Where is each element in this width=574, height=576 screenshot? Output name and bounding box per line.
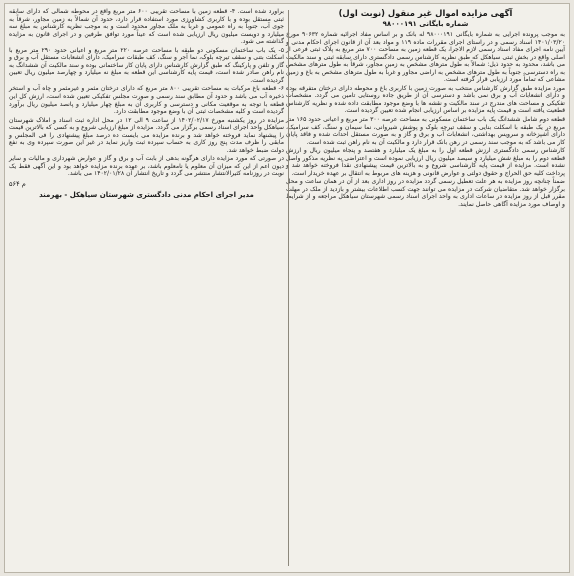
right-paragraph: ضمناً چنانچه روز مزایده به هر علت تعطیل رسمی گردد مزایده در روز اداری بعد از آن در همان ساعت و محل برگزار خواهد شد. متقاضیان شرکت در مزایده می توانند جهت کسب اطلاعات بیشتر و بازدید از ملک در مهلت مقرر قبل از روز مزایده در ساعات اداری به واحد اجرای اسناد رسمی شهرستان سیاهکل مراجعه و از شرایط و اوصاف مورد مزایده آگاهی حاصل نمایند.	[286, 178, 565, 209]
left-column	[7, 8, 286, 568]
notice-subtitle: شماره بایگانی ۹۸۰۰۰۱۹۱	[382, 20, 469, 28]
right-column	[284, 8, 567, 568]
notice-title: آگهی مزایده اموال غیر منقول (نوبت اول)	[338, 8, 513, 18]
left-paragraph: برآورد شده است. ۴- قطعه زمین با مساحت تقریبی ۶۰۰ متر مربع واقع در محوطه شمالی که دارای سابقه ثبتی مستقل بوده و با کاربری کشاورزی مورد استفاده قرار دارد، حدود آن شمالاً به زمین مجاور، شرقاً به جوی آب، جنوباً به راه عمومی و غرباً به ملک مجاور محدود است و به موجب نظریه کارشناس به مبلغ سه میلیارد و دویست میلیون ریال ارزیابی شده است که عیناً مورد توافق طرفین و در اجرای قانون به مزایده گذاشته می شود.	[9, 8, 284, 46]
left-paragraph: ۵- یک باب ساختمان مسکونی دو طبقه با مساحت عرصه ۲۲۰ متر مربع و اعیانی حدود ۲۹۰ متر مربع با اسکلت بتنی و سقف تیرچه بلوک، نما آجر و سنگ، کف طبقات سرامیک، دارای انشعابات مستقل آب و برق و گاز و تلفن و پارکینگ که طبق گزارش کارشناس دارای پایان کار ساختمانی بوده و سند مالکیت آن ششدانگ به نام راهن صادر شده است، قیمت پایه کارشناسی این قطعه به مبلغ نه میلیارد و چهارصد میلیون ریال تعیین گردیده است.	[9, 46, 284, 84]
signature-line: مدیر اجرای احکام مدنی دادگستری شهرستان سیاهکل - بهرمند	[39, 191, 254, 200]
left-paragraph: در صورتی که مورد مزایده دارای هرگونه بدهی از بابت آب و برق و گاز و عوارض شهرداری و مالیات و سایر دیون اعم از این که میزان آن معلوم یا نامعلوم باشد، بر عهده برنده مزایده خواهد بود و این آگهی فقط یک نوبت در روزنامه کثیرالانتشار منتشر می گردد و تاریخ انتشار آن ۱۴۰۲/۰۱/۲۸ می باشد.	[9, 155, 284, 178]
column-divider	[288, 10, 289, 566]
right-paragraph: قطعه دوم شامل ششدانگ یک باب ساختمان مسکونی به مساحت عرصه ۳۰۰ متر مربع و اعیانی حدود ۱۶۵ متر مربع در یک طبقه با اسکلت بنایی و سقف تیرچه بلوک و پوشش شیروانی، نما سیمان و سنگ، کف سرامیک، دارای آشپزخانه و سرویس بهداشتی، انشعابات آب و برق و گاز و به صورت مستقل احداث شده و فاقد پایان کار می باشد که به موجب سند رسمی در رهن بانک قرار دارد و مالکیت آن به نام راهن ثبت شده است.	[286, 116, 566, 146]
right-paragraph: کارشناس رسمی دادگستری ارزش قطعه اول را به مبلغ یک میلیارد و هفتصد و پنجاه میلیون ریال و ارزش قطعه دوم را به مبلغ شش میلیارد و سیصد میلیون ریال ارزیابی نموده است و اعتراضی به نظریه مذکور واصل نشده است. مزایده از قیمت پایه کارشناسی شروع و به بالاترین قیمت پیشنهادی نقداً فروخته خواهد شد و پرداخت کلیه حق الحراج و حقوق دولتی و عوارض قانونی و هزینه های مربوط به انتقال بر عهده خریدار است.	[286, 147, 565, 177]
right-paragraph: به موجب پرونده اجرایی به شماره بایگانی ۹۸۰۰۰۱۹۱ له بانک و بر اساس مفاد اجرائیه شماره ۹۰۶۳۲ مورخ ۱۴۰۱/۰۳/۲۰ اسناد رسمی و در راستای اجرای مقررات ماده ۱۱۹ و مواد بعد آن از قانون اجرای احکام مدنی و آیین نامه اجرای مفاد اسناد رسمی لازم الاجرا، یک قطعه زمین به مساحت ۷۰۰ متر مربع به پلاک ثبتی فرعی از اصلی واقع در بخش ثبتی سیاهکل که طبق نظریه کارشناس رسمی دادگستری دارای سابقه ثبتی و سند مالکیت می باشد، محدود به حدود ذیل: شمالاً به طول مترهای مشخص به زمین مجاور، شرقاً به طول مترهای مشخص به راه دسترسی، جنوباً به طول مترهای مشخص به اراضی مجاور و غرباً به طول مترهای مشخص به باغ و زمین مشاعی که تماماً مورد ارزیابی قرار گرفته است.	[286, 31, 565, 84]
right-paragraph: مورد مزایده طبق گزارش کارشناس منتخب به صورت زمین با کاربری باغ و محوطه دارای درختان متفرقه بوده و دارای انشعابات آب و برق نمی باشد و دسترسی آن از طریق جاده روستایی تامین می گردد. مشخصات تفکیکی و مساحت های مندرج در سند مالکیت و نقشه ها با وضع موجود مطابقت داده شده و نظریه کارشناس قطعیت یافته است و قیمت پایه مزایده بر اساس ارزیابی انجام شده تعیین گردیده است.	[286, 84, 565, 115]
left-paragraph: ۶- قطعه باغ مرکبات به مساحت تقریبی ۸۰۰ متر مربع که دارای درختان مثمر و غیرمثمر و چاه آب و استخر ذخیره آب می باشد و حدود آن مطابق سند رسمی و صورت مجلس تفکیکی تعیین شده است، ارزش کل این قطعه با توجه به موقعیت مکانی و دسترسی و کاربری آن به مبلغ چهار میلیارد و پانصد میلیون ریال برآورد گردیده است و کلیه مشخصات ثبتی آن با وضع موجود مطابقت دارد.	[9, 85, 284, 116]
left-paragraph: مزایده در روز یکشنبه مورخ ۱۴۰۲/۰۲/۱۷ از ساعت ۹ الی ۱۲ در محل اداره ثبت اسناد و املاک شهرستان سیاهکل واحد اجرای اسناد رسمی برگزار می گردد. مزایده از مبلغ ارزیابی شروع و به کسی که بالاترین قیمت را پیشنهاد نماید فروخته خواهد شد و برنده مزایده می بایست ده درصد مبلغ پیشنهادی را فی المجلس و مابقی را ظرف مدت پنج روز کاری به حساب سپرده ثبت واریز نماید در غیر این صورت سپرده وی به نفع دولت ضبط خواهد شد.	[9, 116, 284, 154]
footer-reference: م ۵۶۴	[9, 180, 26, 189]
notice-sheet	[4, 3, 570, 573]
